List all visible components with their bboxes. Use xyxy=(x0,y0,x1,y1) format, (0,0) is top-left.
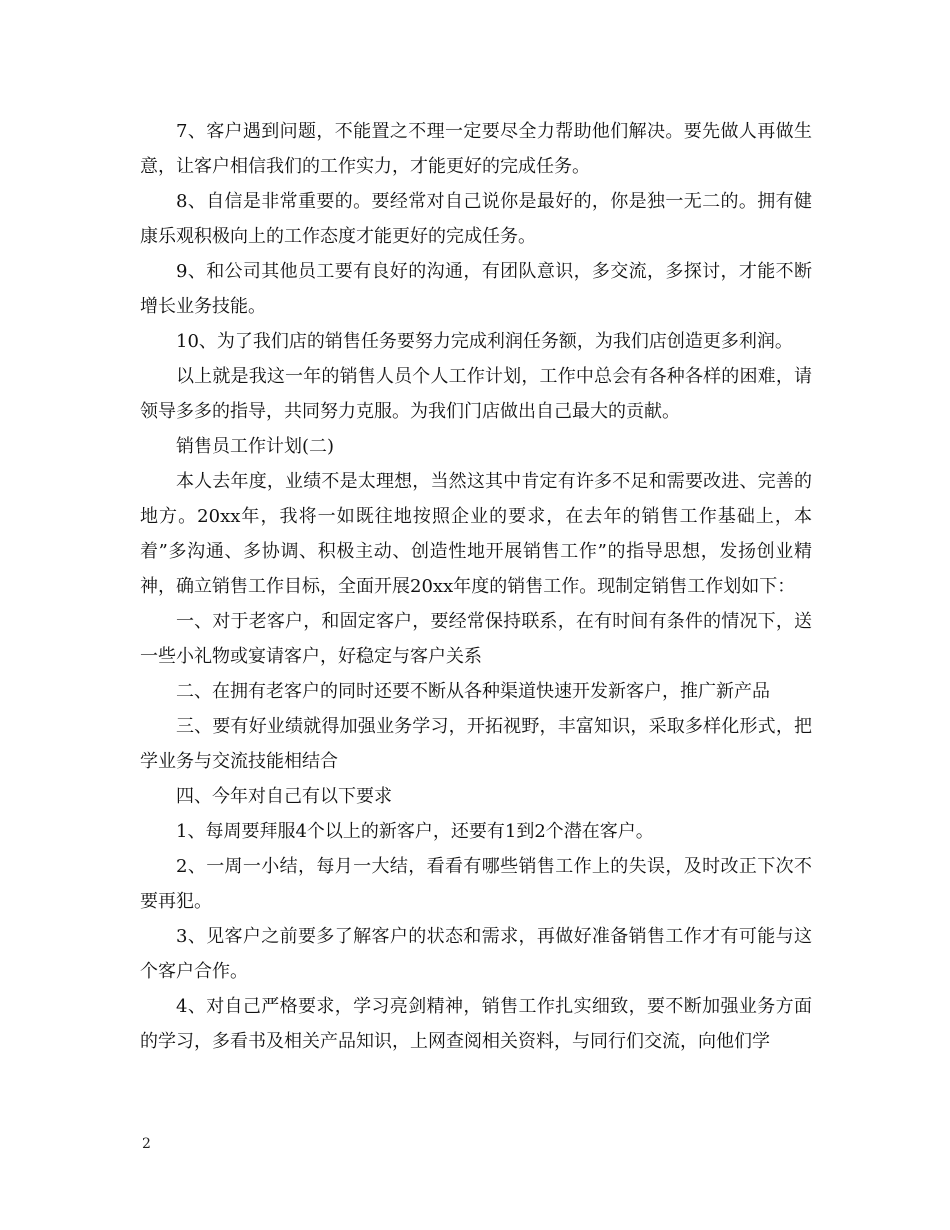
paragraph-item-8: 8、自信是非常重要的。要经常对自己说你是最好的，你是独一无二的。拥有健康乐观积极向上的工作态度才能更好的完成任务。 xyxy=(140,191,812,247)
paragraph-item-9: 9、和公司其他员工要有良好的沟通，有团队意识，多交流，多探讨，才能不断增长业务技能。 xyxy=(140,261,812,317)
requirement-item-1: 1、每周要拜服4个以上的新客户，还要有1到2个潜在客户。 xyxy=(176,821,654,842)
paragraph-item-10: 10、为了我们店的销售任务要努力完成利润任务额，为我们店创造更多利润。 xyxy=(176,331,793,352)
paragraph-point-3: 三、要有好业绩就得加强业务学习，开拓视野，丰富知识，采取多样化形式，把学业务与交流技能相结合 xyxy=(140,716,812,772)
document-body xyxy=(140,114,812,1059)
paragraph-point-1: 一、对于老客户，和固定客户，要经常保持联系，在有时间有条件的情况下，送一些小礼物或宴请客户，好稳定与客户关系 xyxy=(140,611,812,667)
requirement-item-3: 3、见客户之前要多了解客户的状态和需求，再做好准备销售工作才有可能与这个客户合作。 xyxy=(140,926,812,982)
requirement-item-4: 4、对自己严格要求，学习亮剑精神，销售工作扎实细致，要不断加强业务方面的学习，多看书及相关产品知识，上网查阅相关资料，与同行们交流，向他们学 xyxy=(140,996,812,1052)
paragraph-point-2: 二、在拥有老客户的同时还要不断从各种渠道快速开发新客户，推广新产品 xyxy=(176,681,770,702)
requirement-item-2: 2、一周一小结，每月一大结，看看有哪些销售工作上的失误，及时改正下次不要再犯。 xyxy=(140,856,812,912)
paragraph-intro: 本人去年度，业绩不是太理想，当然这其中肯定有许多不足和需要改进、完善的地方。20xx年，我将一如既往地按照企业的要求，在去年的销售工作基础上，本着”多沟通、多协调、积极主动、创造性地开展销售工作”的指导思想，发扬创业精神，确立销售工作目标，全面开展20xx年度的销售工作。现制定销售工作划如下： xyxy=(140,471,812,597)
section-title: 销售员工作计划(二) xyxy=(176,436,335,457)
page-number: 2 xyxy=(142,1136,151,1152)
paragraph-summary: 以上就是我这一年的销售人员个人工作计划，工作中总会有各种各样的困难，请领导多多的指导，共同努力克服。为我们门店做出自己最大的贡献。 xyxy=(140,366,812,422)
paragraph-point-4: 四、今年对自己有以下要求 xyxy=(176,786,392,807)
paragraph-item-7: 7、客户遇到问题，不能置之不理一定要尽全力帮助他们解决。要先做人再做生意，让客户相信我们的工作实力，才能更好的完成任务。 xyxy=(140,121,812,177)
